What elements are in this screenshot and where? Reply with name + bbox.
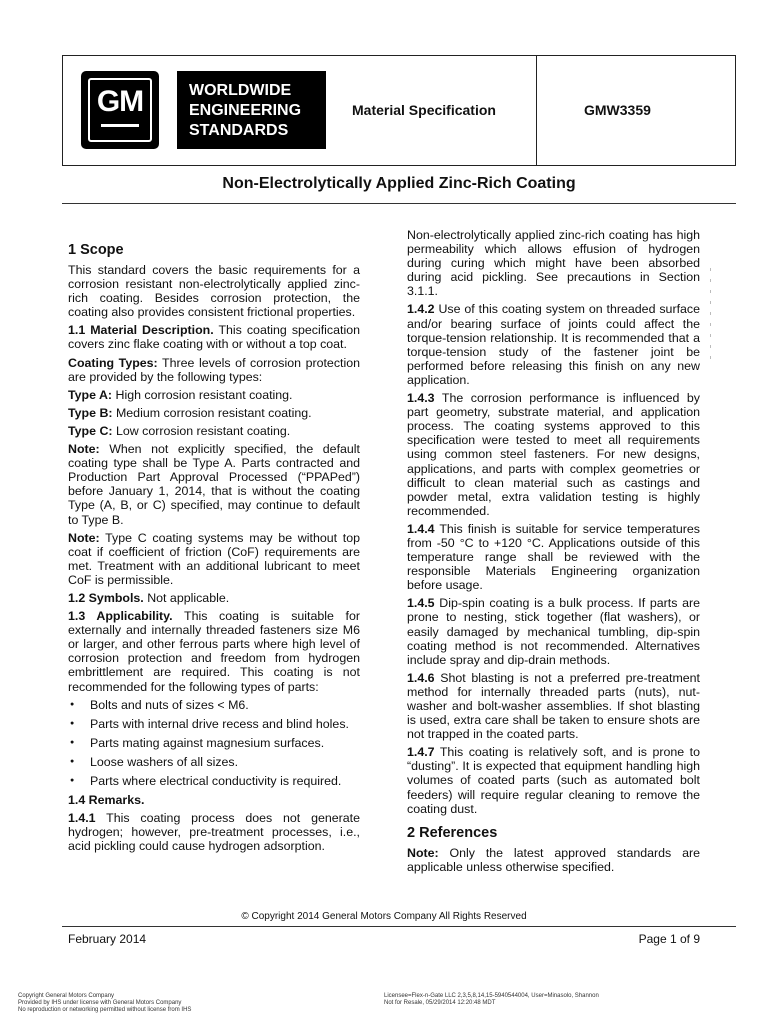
copyright-notice: © Copyright 2014 General Motors Company All Rights Reserved xyxy=(241,911,527,922)
remarks-heading: 1.4 Remarks. xyxy=(68,793,145,808)
document-title: Non-Electrolytically Applied Zinc-Rich Coating xyxy=(222,175,576,192)
list-item: ● Parts mating against magnesium surfaces. xyxy=(68,736,360,750)
list-item: ● Parts with internal drive recess and blind holes. xyxy=(68,717,360,731)
list-item: ● Loose washers of all sizes. xyxy=(68,755,360,769)
remark-1-4-4: 1.4.4 This finish is suitable for service temperatures from -50 °C to +120 °C. Applications outside of this temperature range shall be reviewed with the responsible Materials Engineering organization before usage. xyxy=(407,521,700,593)
scope-heading: 1 Scope xyxy=(68,242,124,258)
references-heading: 2 References xyxy=(407,824,498,841)
remark-1-4-3: 1.4.3 The corrosion performance is influenced by part geometry, substrate material, and application process. The coating systems approved to this specification were tested to meet all requirements using common steel fasteners. For new designs, applications, and parts with complex geometries or difficult to clean material such as castings and powder metal, extra validation testing is highly recommended. xyxy=(407,391,700,518)
fineprint-right: Licensee=Flex-n-Gate LLC 2,3,5,8,14,15-5940544004, User=Minasolo, Shannon Not for Resale, 05/29/2014 12:20:48 MDT xyxy=(384,993,599,1006)
header-box xyxy=(62,55,736,166)
material-specification-label: Material Specification xyxy=(352,102,496,118)
type-a: Type A: High corrosion resistant coating. xyxy=(68,387,293,402)
fineprint-left: Copyright General Motors Company Provided by IHS under license with General Motors Company No reproduction or networking permitted without license from IHS xyxy=(18,993,192,1013)
gm-logo xyxy=(81,71,159,149)
margin-marks xyxy=(706,268,714,378)
material-description-paragraph: 1.1 Material Description. This coating specification covers zinc flake coating with or without a top coat. xyxy=(68,323,361,352)
symbols-paragraph: 1.2 Symbols. Not applicable. xyxy=(68,590,230,605)
remark-1-4-2: 1.4.2 Use of this coating system on threaded surface and/or bearing surface of joints could affect the torque-tension relationship. It is recommended that a torque-tension study of the fastener joint be performed before releasing this finish on any new application. xyxy=(407,302,700,387)
remark-1-4-6: 1.4.6 Shot blasting is not a preferred pre-treatment method for internally threaded parts (nuts), nut-washer and bolt-washer assemblies. If shot blasting is used, extra care shall be taken to ensure shots are not trapped in the coated parts. xyxy=(407,670,700,742)
note-type-c: Note: Type C coating systems may be without top coat if coefficient of friction (CoF) requirements are met. Treatment with an additional lubricant to meet CoF is permissible. xyxy=(68,530,360,587)
note-default-type: Note: When not explicitly specified, the default coating type shall be Type A. Parts contracted and Production Part Approval Processed (“PPAPed”) before January 1, 2014, that is without the coating Type (A, B, or C) specified, may continue to default to Type B. xyxy=(68,442,360,527)
remark-1-4-5: 1.4.5 Dip-spin coating is a bulk process. If parts are prone to nesting, stick together (flat washers), or easily damaged by mechanical tumbling, dip-spin coating method is not recommended. Alternatives include spray and dip-drain methods. xyxy=(407,596,700,667)
doc-number: GMW3359 xyxy=(584,102,651,118)
remark-1-4-1-continued: Non-electrolytically applied zinc-rich coating has high permeability which allows effusion of hydrogen during curing which might have been absorbed during acid pickling. See precautions in Section 3.1.1. xyxy=(407,228,700,299)
list-item: ● Bolts and nuts of sizes < M6. xyxy=(68,698,360,712)
left-column xyxy=(68,241,360,857)
type-b: Type B: Medium corrosion resistant coating. xyxy=(68,405,312,420)
worldwide-engineering-standards-badge: WORLDWIDE ENGINEERING STANDARDS xyxy=(177,71,326,149)
not-recommended-list xyxy=(68,698,360,788)
footer-rule xyxy=(62,926,736,927)
list-item: ● Parts where electrical conductivity is required. xyxy=(68,774,360,788)
references-note: Note: Only the latest approved standards are applicable unless otherwise specified. xyxy=(407,845,700,874)
gm-logo-text: GM xyxy=(96,85,144,118)
title-rule xyxy=(62,203,736,204)
remark-1-4-7: 1.4.7 This coating is relatively soft, and is prone to “dusting”. It is expected that equipment handling high volumes of coated parts (such as automated bolt feeders) will require regular cleaning to remove the coating dust. xyxy=(407,745,700,816)
right-column xyxy=(407,228,700,878)
footer-date: February 2014 xyxy=(68,932,147,946)
coating-types-paragraph: Coating Types: Three levels of corrosion protection are provided by the following types: xyxy=(68,355,360,384)
remark-1-4-1: 1.4.1 This coating process does not generate hydrogen; however, pre-treatment processes, i.e., acid pickling could cause hydrogen adsorption. xyxy=(68,811,360,854)
footer-page-number: Page 1 of 9 xyxy=(638,932,700,946)
type-c: Type C: Low corrosion resistant coating. xyxy=(68,423,291,438)
scope-paragraph: This standard covers the basic requirements for a corrosion resistant non-electrolytically applied zinc-rich coating. Besides corrosion protection, the coating also provides consistent frictional properties. xyxy=(68,263,360,320)
applicability-paragraph: 1.3 Applicability. This coating is suitable for externally and internally threaded fasteners size M6 or larger, and other ferrous parts where high level of corrosion protection and freedom from hydrogen embrittlement are required. This coating is not recommended for the following types of parts: xyxy=(68,609,360,694)
